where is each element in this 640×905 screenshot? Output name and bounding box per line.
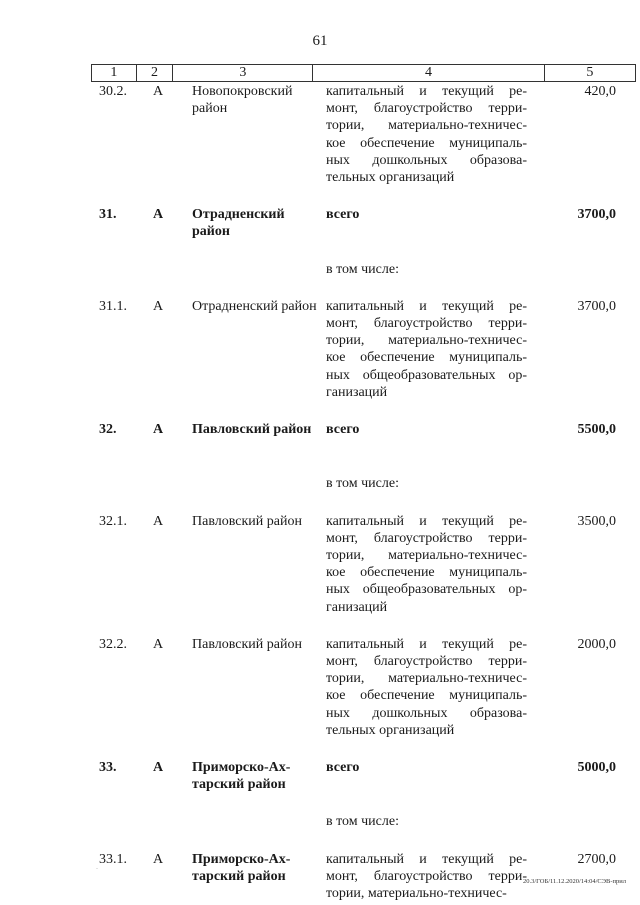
row-number: 33.: [99, 760, 117, 775]
row-code: А: [153, 422, 164, 437]
row-number: 32.1.: [99, 513, 127, 529]
description-line: всего: [326, 422, 360, 437]
row-description: [326, 206, 527, 223]
row-description: [326, 851, 527, 903]
description-line: монт, благоустройство терри-: [326, 868, 527, 884]
margin-mark: .: [96, 862, 98, 871]
row-district: Приморско-Ах-тарский район: [192, 851, 291, 884]
description-line: кое обеспечение муниципаль-: [326, 688, 527, 704]
row-amount: 2700,0: [577, 851, 616, 867]
description-line: кое обеспечение муниципаль-: [326, 135, 527, 151]
row-number: 33.1.: [99, 851, 127, 867]
description-line: ганизаций: [326, 599, 388, 615]
description-line: кое обеспечение муниципаль-: [326, 565, 527, 581]
row-description: [326, 83, 527, 186]
row-district: Павловский район: [192, 422, 312, 437]
description-line: всего: [326, 207, 360, 223]
description-line: тории, материально-техничес-: [326, 333, 527, 349]
row-amount: 420,0: [584, 84, 616, 99]
description-line: монт, благоустройство терри-: [326, 316, 527, 331]
row-amount: 5000,0: [577, 760, 616, 775]
row-description: [326, 475, 527, 492]
description-line: капитальный и текущий ре-: [326, 851, 527, 867]
row-amount: 2000,0: [577, 636, 616, 652]
row-number: 31.1.: [99, 298, 127, 314]
description-line: в том числе:: [326, 476, 399, 492]
description-line: монт, благоустройство терри-: [326, 101, 527, 117]
row-description: [326, 813, 527, 830]
document-footer: 20.3/ГОБ/11.12.2020/14:04/СЭВ-прил: [522, 878, 626, 885]
row-description: [326, 421, 527, 438]
header-col-4: 4: [313, 65, 544, 81]
description-line: тории, материально-техничес-: [326, 548, 527, 563]
row-district: Павловский район: [192, 513, 302, 529]
description-line: тории, материально-техничес-: [326, 118, 527, 134]
description-line: монт, благоустройство терри-: [326, 530, 527, 546]
description-line: капитальный и текущий ре-: [326, 636, 527, 652]
row-code: А: [153, 636, 164, 652]
row-code: А: [153, 851, 164, 867]
description-line: кое обеспечение муниципаль-: [326, 350, 527, 366]
description-line: ных общеобразовательных ор-: [326, 582, 527, 598]
page-number: 61: [312, 33, 328, 49]
row-description: [326, 513, 527, 616]
row-district: Отрадненский район: [192, 298, 317, 314]
row-amount: 3500,0: [577, 513, 616, 529]
row-code: А: [153, 298, 164, 314]
description-line: всего: [326, 760, 360, 775]
header-col-5: 5: [586, 65, 594, 80]
row-number: 32.2.: [99, 636, 127, 652]
row-description: [326, 636, 527, 739]
description-line: капитальный и текущий ре-: [326, 298, 527, 314]
description-line: в том числе:: [326, 814, 399, 830]
description-line: тории, материально-техничес-: [326, 671, 527, 687]
description-line: в том числе:: [326, 261, 399, 277]
description-line: тельных организаций: [326, 170, 455, 186]
row-number: 32.: [99, 422, 117, 437]
row-description: [326, 261, 527, 278]
row-amount: 5500,0: [577, 422, 616, 437]
description-line: ных дошкольных образова-: [326, 705, 527, 721]
row-district: Новопокровский район: [192, 84, 293, 117]
description-line: ных дошкольных образова-: [326, 152, 527, 168]
row-code: А: [153, 513, 164, 529]
description-line: тории, материально-техничес-: [326, 886, 507, 901]
row-district: Павловский район: [192, 636, 302, 652]
row-amount: 3700,0: [577, 207, 616, 223]
row-amount: 3700,0: [577, 298, 616, 314]
description-line: капитальный и текущий ре-: [326, 513, 527, 529]
row-code: А: [153, 84, 164, 99]
row-number: 31.: [99, 207, 117, 223]
row-description: [326, 759, 527, 776]
description-line: тельных организаций: [326, 722, 455, 738]
description-line: капитальный и текущий ре-: [326, 84, 527, 99]
row-code: А: [153, 760, 164, 775]
description-line: монт, благоустройство терри-: [326, 654, 527, 669]
row-code: А: [153, 207, 164, 223]
header-col-1: 1: [92, 65, 137, 81]
header-col-3: 3: [173, 65, 313, 81]
header-col-2: 2: [137, 65, 174, 81]
table-header: [91, 64, 636, 82]
row-number: 30.2.: [99, 84, 127, 99]
row-district: Отрадненский район: [192, 207, 285, 240]
description-line: ных общеобразовательных ор-: [326, 367, 527, 383]
row-district: Приморско-Ах-тарский район: [192, 760, 291, 793]
row-description: [326, 298, 527, 401]
description-line: ганизаций: [326, 384, 388, 400]
